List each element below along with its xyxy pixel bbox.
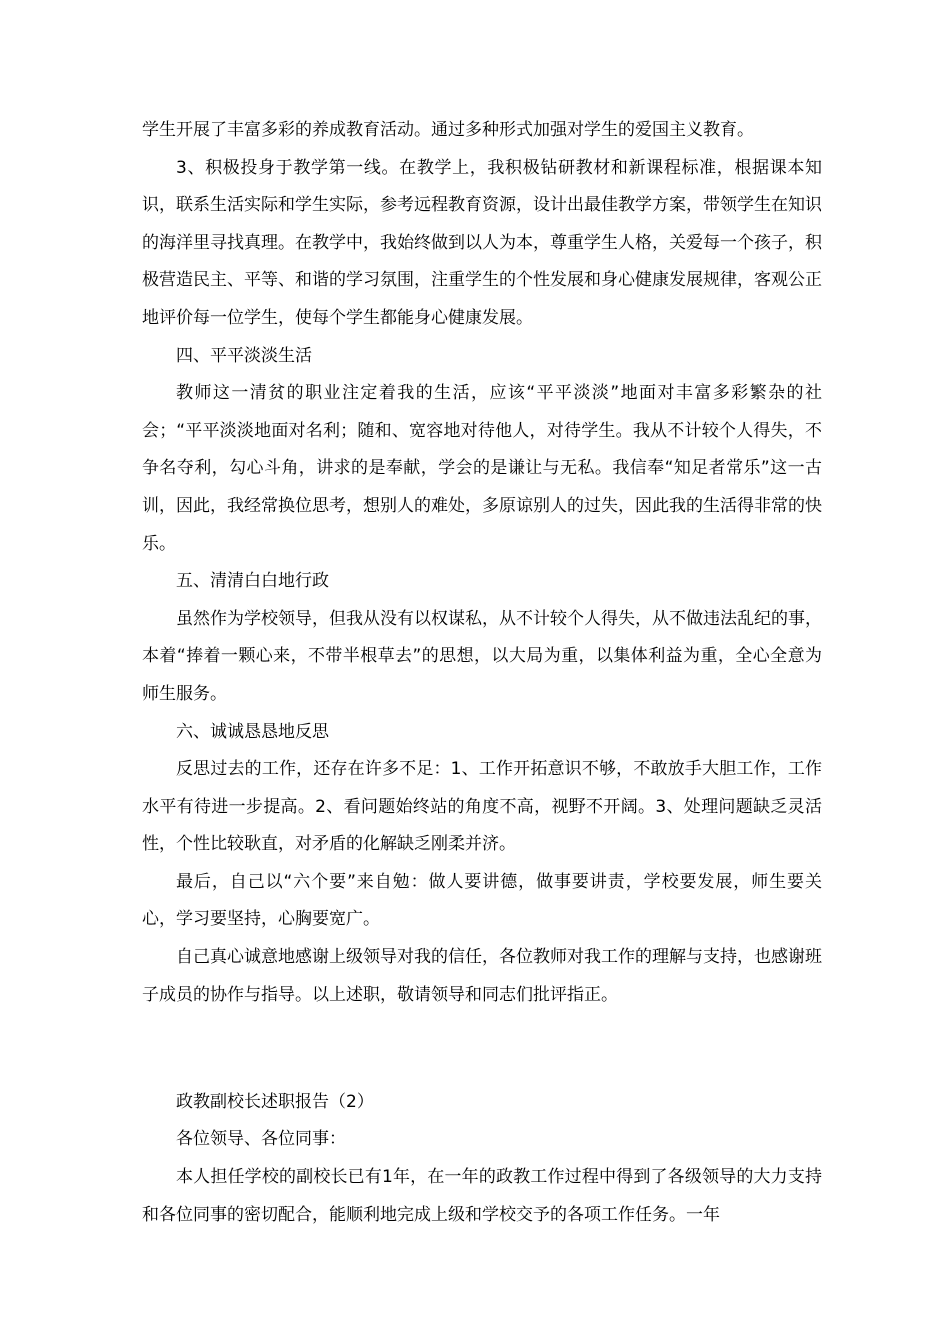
- section-heading: 六、诚诚恳恳地反思: [176, 721, 329, 742]
- paragraph: 最后，自己以“六个要”来自勉：做人要讲德，做事要讲责，学校要发展，师生要关心，学习要坚持，心胸要宽广。: [142, 871, 822, 930]
- paragraph: 虽然作为学校领导，但我从没有以权谋私，从不计较个人得失，从不做违法乱纪的事，本着“捧着一颗心来，不带半根草去”的思想，以大局为重，以集体利益为重，全心全意为师生服务。: [142, 608, 822, 704]
- section-heading: 政教副校长述职报告（2）: [176, 1091, 374, 1112]
- paragraph: 反思过去的工作，还存在许多不足：1、工作开拓意识不够，不敢放手大胆工作，工作水平有待进一步提高。2、看问题始终站的角度不高，视野不开阔。3、处理问题缺乏灵活性，个性比较耿直，对矛盾的化解缺乏刚柔并济。: [142, 759, 822, 855]
- section-heading: 五、清清白白地行政: [176, 571, 329, 592]
- blank-line: [142, 1030, 822, 1068]
- paragraph: 本人担任学校的副校长已有1年，在一年的政教工作过程中得到了各级领导的大力支持和各位同事的密切配合，能顺利地完成上级和学校交予的各项工作任务。一年: [142, 1167, 822, 1225]
- paragraph: 教师这一清贫的职业注定着我的生活，应该“平平淡淡”地面对丰富多彩繁杂的社会；“平平淡淡地面对名利；随和、宽容地对待他人，对待学生。我从不计较个人得失，不争名夺利，勾心斗角，讲求的是奉献，学会的是谦让与无私。我信奉“知足者常乐”这一古训，因此，我经常换位思考，想别人的难处，多原谅别人的过失，因此我的生活得非常的快乐。: [142, 383, 822, 554]
- paragraph: 3、积极投身于教学第一线。在教学上，我积极钻研教材和新课程标准，根据课本知识，联系生活实际和学生实际，参考远程教育资源，设计出最佳教学方案，带领学生在知识的海洋里寻找真理。在教学中，我始终做到以人为本，尊重学生人格，关爱每一个孩子，积极营造民主、平等、和谐的学习氛围，注重学生的个性发展和身心健康发展规律，客观公正地评价每一位学生，使每个学生都能身心健康发展。: [142, 157, 822, 328]
- paragraph: 自己真心诚意地感谢上级领导对我的信任，各位教师对我工作的理解与支持，也感谢班子成员的协作与指导。以上述职，敬请领导和同志们批评指正。: [142, 947, 822, 1005]
- paragraph-continuation: 学生开展了丰富多彩的养成教育活动。通过多种形式加强对学生的爱国主义教育。: [142, 120, 754, 140]
- section-heading: 四、平平淡淡生活: [176, 345, 312, 366]
- document-body: [142, 112, 822, 1234]
- section-heading: 各位领导、各位同事：: [176, 1129, 346, 1150]
